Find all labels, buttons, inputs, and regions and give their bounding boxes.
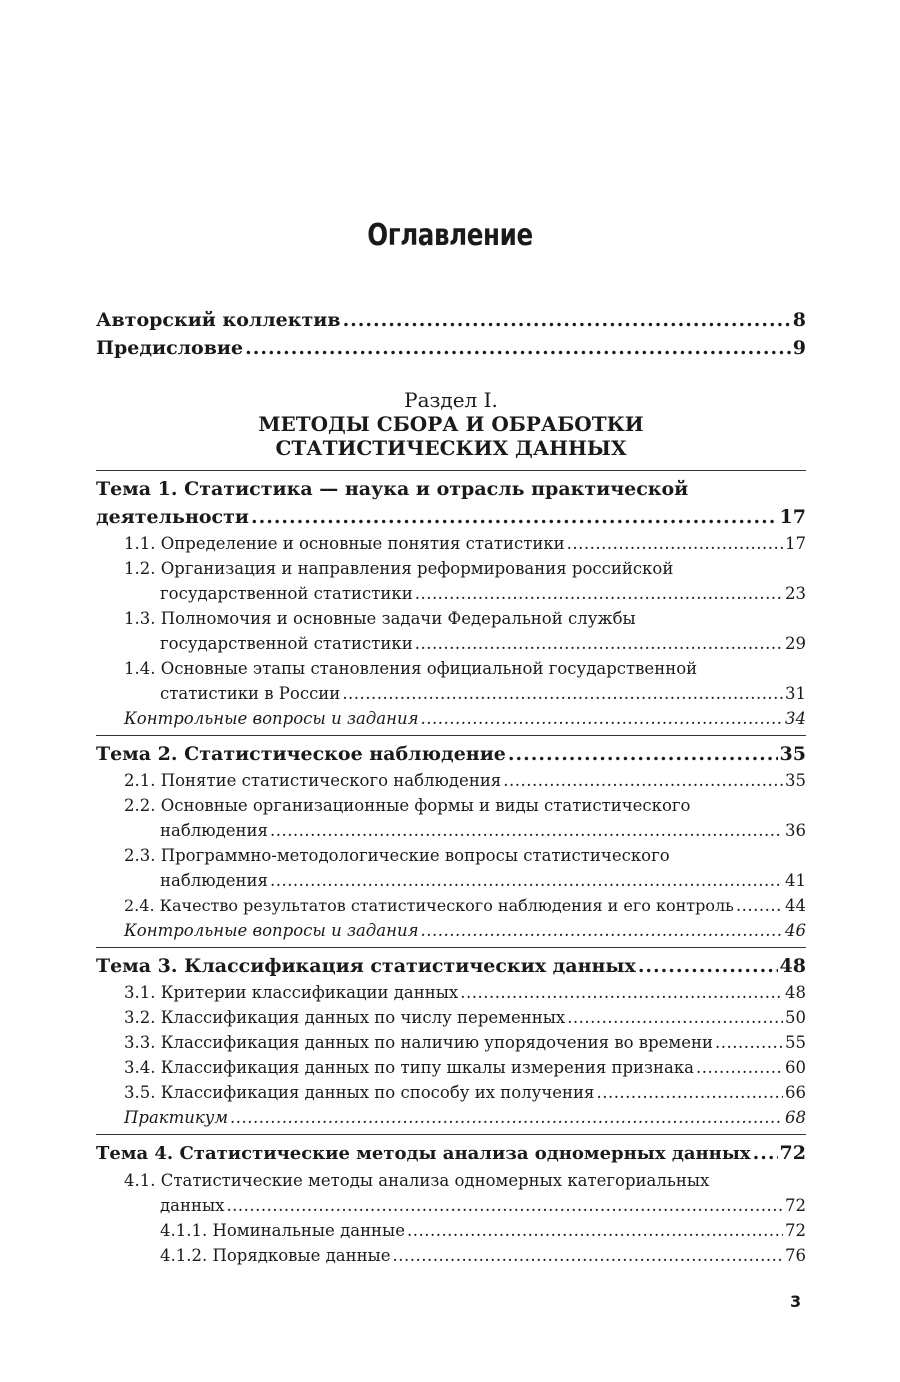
toc-entry-page: 72 <box>785 1196 806 1215</box>
section-title-line1: МЕТОДЫ СБОРА И ОБРАБОТКИ <box>258 412 644 436</box>
toc-entry-page: 31 <box>785 684 806 703</box>
toc-entry-label: Практикум <box>124 1108 229 1127</box>
toc-entry-authors[interactable] <box>96 306 806 334</box>
toc-entry-label: Тема 2. Статистическое наблюдение <box>96 743 506 765</box>
toc-practicum-3[interactable] <box>96 1105 806 1130</box>
toc-entry-label: Тема 4. Статистические методы анализа одномерных данных <box>96 1143 751 1164</box>
page-title: Оглавление <box>367 218 533 253</box>
toc-subentry-2-3-cont[interactable] <box>96 868 806 893</box>
toc-subentry-2-3[interactable]: 2.3. Программно-методологические вопросы статистического <box>124 846 670 865</box>
toc-entry-label: Контрольные вопросы и задания <box>124 709 419 728</box>
toc-entry-label: государственной статистики <box>160 634 413 653</box>
toc-subentry-3-2[interactable] <box>96 1005 806 1030</box>
toc-entry-page: 23 <box>785 584 806 603</box>
toc-entry-page: 50 <box>785 1008 806 1027</box>
section-heading <box>96 388 806 460</box>
toc-questions-1[interactable] <box>96 706 806 731</box>
leader-dots <box>230 1105 783 1130</box>
leader-dots <box>393 1243 784 1268</box>
leader-dots <box>567 531 783 556</box>
toc-subentry-1-3-cont[interactable] <box>96 631 806 656</box>
toc-entry-page: 35 <box>779 743 806 765</box>
toc-entry-page: 17 <box>779 506 806 528</box>
toc-entry-page: 55 <box>785 1033 806 1052</box>
toc-entry-page: 35 <box>785 771 806 790</box>
toc-entry-label: Контрольные вопросы и задания <box>124 921 419 940</box>
toc-questions-2[interactable] <box>96 918 806 943</box>
toc-entry-label: 3.4. Классификация данных по типу шкалы измерения признака <box>124 1058 695 1077</box>
toc-entry-page: 17 <box>785 534 806 553</box>
toc-entry-page: 66 <box>785 1083 806 1102</box>
toc-entry-page: 72 <box>785 1221 806 1240</box>
toc-entry-page: 9 <box>792 337 806 359</box>
toc-entry-page: 48 <box>779 955 806 977</box>
toc-entry-page: 48 <box>785 983 806 1002</box>
toc-subentry-1-3[interactable]: 1.3. Полномочия и основные задачи Федеральной службы <box>124 609 636 628</box>
toc-subentry-2-1[interactable] <box>96 768 806 793</box>
leader-dots <box>508 740 778 768</box>
divider <box>96 735 806 736</box>
toc-entry-label: наблюдения <box>160 871 268 890</box>
leader-dots <box>421 918 783 943</box>
leader-dots <box>567 1005 783 1030</box>
toc-entry-label: 2.1. Понятие статистического наблюдения <box>124 771 502 790</box>
leader-dots <box>407 1218 783 1243</box>
leader-dots <box>343 306 791 334</box>
toc-entry-label: 3.2. Классификация данных по числу переменных <box>124 1008 566 1027</box>
toc-entry-label: Авторский коллектив <box>96 309 341 331</box>
toc-entry-label: 4.1.1. Номинальные данные <box>160 1221 405 1240</box>
toc-entry-page: 41 <box>785 871 806 890</box>
toc-subentry-4-1-cont[interactable] <box>96 1193 806 1218</box>
toc-subentry-1-2-cont[interactable] <box>96 581 806 606</box>
tema2-entry[interactable] <box>96 740 806 768</box>
leader-dots <box>270 818 783 843</box>
toc-entry-page: 8 <box>792 309 806 331</box>
toc-subentry-2-2-cont[interactable] <box>96 818 806 843</box>
toc-entry-label: данных <box>160 1196 225 1215</box>
toc-entry-page: 72 <box>779 1142 806 1164</box>
toc-subentry-3-1[interactable] <box>96 980 806 1005</box>
toc-subentry-3-3[interactable] <box>96 1030 806 1055</box>
toc-subentry-4-1-1[interactable] <box>96 1218 806 1243</box>
toc-entry-page: 76 <box>785 1246 806 1265</box>
leader-dots <box>226 1193 783 1218</box>
toc-entry-label: наблюдения <box>160 821 268 840</box>
toc-subentry-2-2[interactable]: 2.2. Основные организационные формы и виды статистического <box>124 796 691 815</box>
table-of-contents <box>96 306 806 1268</box>
leader-dots <box>415 631 783 656</box>
toc-entry-page: 60 <box>785 1058 806 1077</box>
leader-dots <box>245 334 791 362</box>
leader-dots <box>503 768 783 793</box>
toc-entry-label: Предисловие <box>96 337 244 359</box>
leader-dots <box>460 980 783 1005</box>
toc-subentry-3-4[interactable] <box>96 1055 806 1080</box>
toc-entry-label: 2.4. Качество результатов статистического наблюдения и его контроль <box>124 896 734 915</box>
toc-subentry-1-4-cont[interactable] <box>96 681 806 706</box>
section-title-line2: СТАТИСТИЧЕСКИХ ДАННЫХ <box>275 436 627 460</box>
toc-subentry-2-4[interactable] <box>96 893 806 918</box>
toc-entry-label: 1.1. Определение и основные понятия статистики <box>124 534 565 553</box>
toc-subentry-3-5[interactable] <box>96 1080 806 1105</box>
leader-dots <box>251 503 778 531</box>
leader-dots <box>715 1030 783 1055</box>
toc-entry-page: 46 <box>785 921 806 940</box>
toc-subentry-1-4[interactable]: 1.4. Основные этапы становления официальной государственной <box>124 659 698 678</box>
toc-subentry-4-1[interactable]: 4.1. Статистические методы анализа одномерных категориальных <box>124 1171 710 1190</box>
toc-entry-preface[interactable] <box>96 334 806 362</box>
leader-dots <box>270 868 783 893</box>
toc-entry-label: 3.3. Классификация данных по наличию упорядочения во времени <box>124 1033 714 1052</box>
leader-dots <box>638 952 778 980</box>
toc-entry-label: Тема 3. Классификация статистических данных <box>96 955 636 977</box>
leader-dots <box>342 681 783 706</box>
toc-subentry-4-1-2[interactable] <box>96 1243 806 1268</box>
toc-subentry-1-1[interactable] <box>96 531 806 556</box>
leader-dots <box>415 581 783 606</box>
tema1-entry[interactable] <box>96 503 806 531</box>
toc-entry-page: 29 <box>785 634 806 653</box>
leader-dots <box>596 1080 783 1105</box>
toc-entry-label: 4.1.2. Порядковые данные <box>160 1246 391 1265</box>
leader-dots <box>753 1139 778 1167</box>
toc-entry-page: 68 <box>785 1108 806 1127</box>
leader-dots <box>696 1055 783 1080</box>
divider <box>96 947 806 948</box>
toc-entry-page: 44 <box>785 896 806 915</box>
tema3-entry[interactable] <box>96 952 806 980</box>
toc-entry-page: 36 <box>785 821 806 840</box>
toc-entry-label: 3.1. Критерии классификации данных <box>124 983 459 1002</box>
leader-dots <box>736 893 783 918</box>
tema1-title-line1[interactable]: Тема 1. Статистика — наука и отрасль практической <box>96 478 689 500</box>
tema4-entry[interactable] <box>96 1139 806 1168</box>
leader-dots <box>421 706 783 731</box>
toc-entry-label: деятельности <box>96 506 249 528</box>
toc-subentry-1-2[interactable]: 1.2. Организация и направления реформирования российской <box>124 559 674 578</box>
page-number: 3 <box>790 1292 802 1311</box>
section-number: Раздел I. <box>404 388 498 412</box>
toc-entry-label: 3.5. Классификация данных по способу их получения <box>124 1083 595 1102</box>
divider <box>96 1134 806 1135</box>
divider <box>96 470 806 471</box>
toc-entry-label: статистики в России <box>160 684 341 703</box>
toc-entry-page: 34 <box>785 709 806 728</box>
toc-entry-label: государственной статистики <box>160 584 413 603</box>
